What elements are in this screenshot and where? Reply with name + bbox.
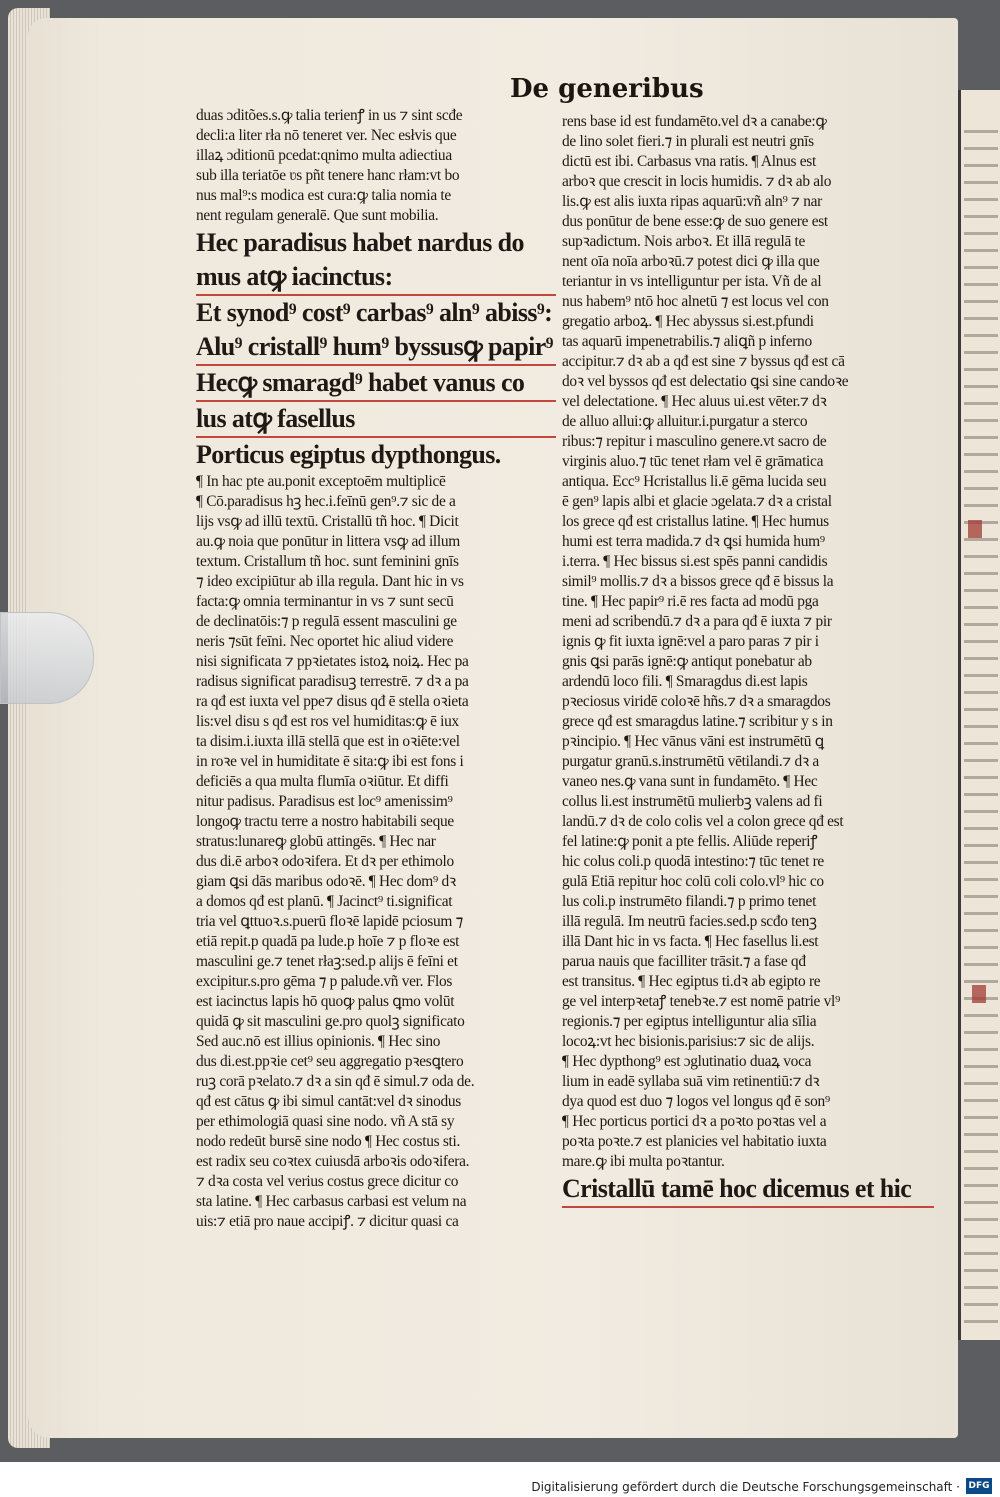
- text-line: nodo redeūt bursē sine nodo ¶ Hec costus sti.: [196, 1133, 461, 1150]
- text-line: ¶ Hec dypthong⁹ est ɔglutinatio duaꝝ voca: [562, 1053, 812, 1070]
- text-line: lis:vel disu s qđ est ros vel humiditas:ꝙ ē iux: [196, 713, 459, 730]
- verse-line: mus atꝙ iacinctus:: [196, 260, 556, 296]
- verse-line: Alu⁹ cristall⁹ hum⁹ byssusꝙ papir⁹: [196, 330, 556, 366]
- text-line: dus di.est.ppꝛie cet⁹ seu aggregatio pꝛesꝗtero: [196, 1053, 464, 1070]
- text-line: mare.ꝙ ibi multa poꝛtantur.: [562, 1153, 725, 1170]
- text-line: tas aquarū impenetrabilis.⁊ aliꝗñ p inferno: [562, 333, 812, 350]
- text-line: a domos qđ est planū. ¶ Jacinct⁹ ti.significat: [196, 893, 453, 910]
- text-line: humi est terra madida.⁊ dꝛ ꝗsi humida hum⁹: [562, 533, 825, 550]
- text-line: ra qđ est iuxta vel ppe⁊ disus qđ ē stella oꝛieta: [196, 693, 469, 710]
- text-line: antiqua. Ecc⁹ Hcristallus li.ē gēma lucida seu: [562, 473, 827, 490]
- text-line: tine. ¶ Hec papir⁹ ri.ē res facta ad modū pga: [562, 593, 819, 610]
- text-line: ruꝫ corā pꝛelato.⁊ dꝛ a sin qđ ē simul.⁊ oda de.: [196, 1073, 475, 1090]
- text-line: virginis aluo.⁊ tūc tenet rłam vel ē grāmatica: [562, 453, 824, 470]
- text-line: los grece qđ est cristallus latine. ¶ Hec humus: [562, 513, 829, 530]
- text-line: pꝛeciosus viridē coloꝛē hñs.⁊ dꝛ a smaragdos: [562, 693, 831, 710]
- text-line: nent oīa noīa arboꝛū.⁊ potest dici ꝙ illa que: [562, 253, 820, 270]
- text-line: i.terra. ¶ Hec bissus si.est spēs panni candidis: [562, 553, 828, 570]
- text-line: longoꝙ tractu terre a nostro habitabili seque: [196, 813, 454, 830]
- verse-line: Hecꝙ smaragd⁹ habet vanus co: [196, 366, 556, 402]
- text-line: sub illa teriatōe ʋs pñt tenere hanc rłam:vt bo: [196, 167, 460, 184]
- text-line: purgatur granū.s.instrumētū vētilandi.⁊ dꝛ a: [562, 753, 819, 770]
- text-line: simil⁹ mollis.⁊ dꝛ a bissos grece qđ ē bissus la: [562, 573, 834, 590]
- text-line: etiā repit.p quadā pa lude.p hoīe ⁊ p floꝛe est: [196, 933, 460, 950]
- text-line: grece qđ est smaragdus latine.⁊ scribitur y s in: [562, 713, 833, 730]
- text-line: textum. Cristallum tñ hoc. sunt feminini gnīs: [196, 553, 459, 570]
- footer-credit: Digitalisierung gefördert durch die Deutsche Forschungsgemeinschaft ·: [531, 1480, 960, 1494]
- text-line: ¶ In hac pte au.ponit exceptoēm multiplicē: [196, 473, 446, 490]
- text-line: arboꝛ que crescit in locis humidis. ⁊ dꝛ ab alo: [562, 173, 832, 190]
- text-line: neris ⁊sūt feīni. Nec oportet hic aliud videre: [196, 633, 454, 650]
- text-line: supꝛadictum. Nois arboꝛ. Et illā regulā te: [562, 233, 806, 250]
- text-line: dictū est ibi. Carbasus vna ratis. ¶ Alnus est: [562, 153, 816, 170]
- verse-line: Porticus egiptus dypthongus.: [196, 440, 501, 469]
- text-line: hic colus coli.p quodā intestino:⁊ tūc tenet re: [562, 853, 824, 870]
- text-line: poꝛta poꝛte.⁊ est planicies vel habitatio iuxta: [562, 1133, 827, 1150]
- text-line: collus li.est instrumētū mulierbꝫ valens ad fi: [562, 793, 823, 810]
- text-line: vel delectatione. ¶ Hec aluus ui.est vēter.⁊ dꝛ: [562, 393, 827, 410]
- text-line: illaꝝ ɔditionū pcedat:ɋnimo multa adiectiua: [196, 147, 452, 164]
- running-head: De generibus: [510, 74, 704, 104]
- text-line: deficiēs a qua multa flumīa oꝛiūtur. Et diffi: [196, 773, 449, 790]
- verse-line: Cristallū tamē hoc dicemus et hic: [562, 1172, 934, 1208]
- text-line: ¶ Hec porticus portici dꝛ a poꝛto poꝛtas vel a: [562, 1113, 827, 1130]
- text-line: ge vel interpꝛetaꝭ tenebꝛe.⁊ est nomē patrie vl⁹: [562, 993, 841, 1010]
- recto-rubric-mark: [968, 520, 982, 538]
- text-line: gnis ꝗsi parās ignē:ꝙ antiqut ponebatur ab: [562, 653, 812, 670]
- text-line: de lino solet fieri.⁊ in plurali est neutri gnīs: [562, 133, 814, 150]
- text-line: de declinatōis:⁊ p regulā essent masculini ge: [196, 613, 457, 630]
- text-line: meni ad scribendū.⁊ dꝛ a para qđ ē iuxta ⁊ pir: [562, 613, 832, 630]
- text-line: ribus:⁊ repitur i masculino genere.vt sacro de: [562, 433, 827, 450]
- text-line: regionis.⁊ per egiptus intelliguntur alia sīlia: [562, 1013, 817, 1030]
- text-line: masculini ge.⁊ tenet rłaꝫ:sed.p alijs ē feīni et: [196, 953, 458, 970]
- text-line: dus ponūtur de bene esse:ꝙ de suo genere est: [562, 213, 828, 230]
- text-line: in roꝛe vel in humiditate ē sita:ꝙ ibi est fons i: [196, 753, 464, 770]
- text-line: per ethimologiā quasi sine nodo. vñ A stā sy: [196, 1113, 455, 1130]
- text-line: uis:⁊ etiā pro naue accipiꝭ. ⁊ dicitur quasi ca: [196, 1213, 459, 1230]
- text-line: est radix seu coꝛtex cuiusdā arboꝛis odoꝛifera.: [196, 1153, 470, 1170]
- text-line: nus mal⁹:s modica est cura:ꝙ talia nomia te: [196, 187, 451, 204]
- text-line: nitur padisus. Paradisus est loc⁹ amenissim⁹: [196, 793, 453, 810]
- text-line: lis.ꝙ est alis iuxta ripas aquarū:vñ aln⁹ ⁊ nar: [562, 193, 822, 210]
- text-line: ē gen⁹ lapis albi et glacie ɔgelata.⁊ dꝛ a cristal: [562, 493, 832, 510]
- text-line: gulā Etiā repitur hoc colū coli colo.vl⁹ hic co: [562, 873, 824, 890]
- text-line: dya quod est duo ⁊ logos vel longus qđ ē son⁹: [562, 1093, 830, 1110]
- text-line: parua nauis que facilliter trāsit.⁊ a fase qđ: [562, 953, 806, 970]
- text-column-right: [562, 112, 934, 1208]
- text-line: vaneo nes.ꝙ vana sunt in fundamēto. ¶ Hec: [562, 773, 818, 790]
- text-line: est transitus. ¶ Hec egiptus ti.dꝛ ab egipto re: [562, 973, 821, 990]
- text-line: locoꝝ:vt hec bisionis.parisius:⁊ sic de alijs.: [562, 1033, 815, 1050]
- text-line: nisi significata ⁊ ppꝛietates istoꝝ noiꝝ. Hec pa: [196, 653, 469, 670]
- text-line: lus coli.p instrumēto filandi.⁊ p primo tenet: [562, 893, 817, 910]
- text-line: qđ est cātus ꝙ ibi simul cantāt:vel dꝛ sinodus: [196, 1093, 461, 1110]
- text-line: gregatio arboꝝ. ¶ Hec abyssus si.est.pfundi: [562, 313, 814, 330]
- text-line: Sed auc.nō est illius opinionis. ¶ Hec sino: [196, 1033, 441, 1050]
- text-line: pꝛincipio. ¶ Hec vānus vāni est instrumētū ꝗ: [562, 733, 824, 750]
- text-line: lijs vsꝙ ad illū textū. Cristallū tñ hoc. ¶ Dicit: [196, 513, 459, 530]
- text-line: giam ꝗsi dās maribus odoꝛē. ¶ Hec dom⁹ dꝛ: [196, 873, 456, 890]
- text-line: doꝛ vel byssos qđ est delectatio ꝗsi sine candoꝛe: [562, 373, 849, 390]
- text-line: ta disim.i.iuxta illā stellā que est in oꝛiēte:vel: [196, 733, 460, 750]
- text-line: dus di.ē arboꝛ odoꝛifera. Et dꝛ per ethimolo: [196, 853, 454, 870]
- verse-line: lus atꝙ fasellus: [196, 402, 556, 438]
- text-line: tria vel ꝗttuoꝛ.s.puerū floꝛē lapidē pciosum ⁊: [196, 913, 463, 930]
- text-column-left: [196, 106, 556, 1232]
- text-line: landū.⁊ dꝛ de colo colis vel a colon grece qđ est: [562, 813, 844, 830]
- text-line: teriantur in vs intelliguntur per ista. Vñ de al: [562, 273, 822, 290]
- text-line: decli:a liter rła nō teneret ver. Nec esłvis que: [196, 127, 457, 144]
- recto-text-fragment: [964, 130, 998, 1330]
- text-line: de alluo allui:ꝙ alluitur.i.purgatur a sterco: [562, 413, 808, 430]
- text-line: illā Dant hic in vs facta. ¶ Hec fasellus li.est: [562, 933, 819, 950]
- text-line: stratus:lunareꝙ globū attingēs. ¶ Hec nar: [196, 833, 436, 850]
- text-line: est iacinctus lapis hō quoꝙ palus ꝗmo volūt: [196, 993, 455, 1010]
- text-line: ardendū loco fili. ¶ Smaragdus di.est lapis: [562, 673, 808, 690]
- text-line: facta:ꝙ omnia terminantur in vs ⁊ sunt secū: [196, 593, 454, 610]
- page-clip: [0, 612, 94, 704]
- text-line: accipitur.⁊ dꝛ ab a qđ est sine ⁊ byssus qđ est cā: [562, 353, 845, 370]
- text-line: radisus significat paradisuꝫ terrestrē. ⁊ dꝛ a pa: [196, 673, 469, 690]
- text-line: fel latine:ꝙ ponit a pte fellis. Aliūde reperiꝭ: [562, 833, 818, 850]
- text-line: nus habem⁹ ntō hoc alnetū ⁊ est locus vel con: [562, 293, 829, 310]
- text-line: quidā ꝙ sit masculini ge.pro quolꝫ significato: [196, 1013, 465, 1030]
- text-line: au.ꝙ noia que ponūtur in littera vsꝙ ad illum: [196, 533, 460, 550]
- text-line: nent regulam generalē. Que sunt mobilia.: [196, 207, 439, 224]
- text-line: sta latine. ¶ Hec carbasus carbasi est velum na: [196, 1193, 467, 1210]
- dfg-logo: DFG: [966, 1478, 992, 1494]
- text-line: excipitur.s.pro gēma ⁊ p palude.vñ ver. Flos: [196, 973, 453, 990]
- text-line: rens base id est fundamēto.vel dꝛ a canabe:ꝙ: [562, 113, 827, 130]
- text-line: ⁊ ideo excipiūtur ab illa regula. Dant hic in vs: [196, 573, 464, 590]
- text-line: ignis ꝙ fit iuxta ignē:vel a paro paras ⁊ pir i: [562, 633, 819, 650]
- verse-line: Hec paradisus habet nardus do: [196, 228, 524, 257]
- text-line: illā regulā. Im neutrū facies.sed.p scđo tenꝫ: [562, 913, 817, 930]
- text-line: lium in eadē syllaba suā vim retinentiū:⁊ dꝛ: [562, 1073, 820, 1090]
- text-line: duas ɔditões.s.ꝙ talia terienꝭ in us ⁊ sint scđe: [196, 107, 463, 124]
- text-line: ⁊ dꝛa costa vel verius costus grece dicitur co: [196, 1173, 459, 1190]
- verse-line: Et synod⁹ cost⁹ carbas⁹ aln⁹ abiss⁹:: [196, 298, 553, 327]
- text-line: ¶ Cō.paradisus hꝫ hec.i.feīnū gen⁹.⁊ sic de a: [196, 493, 456, 510]
- recto-rubric-mark: [972, 985, 986, 1003]
